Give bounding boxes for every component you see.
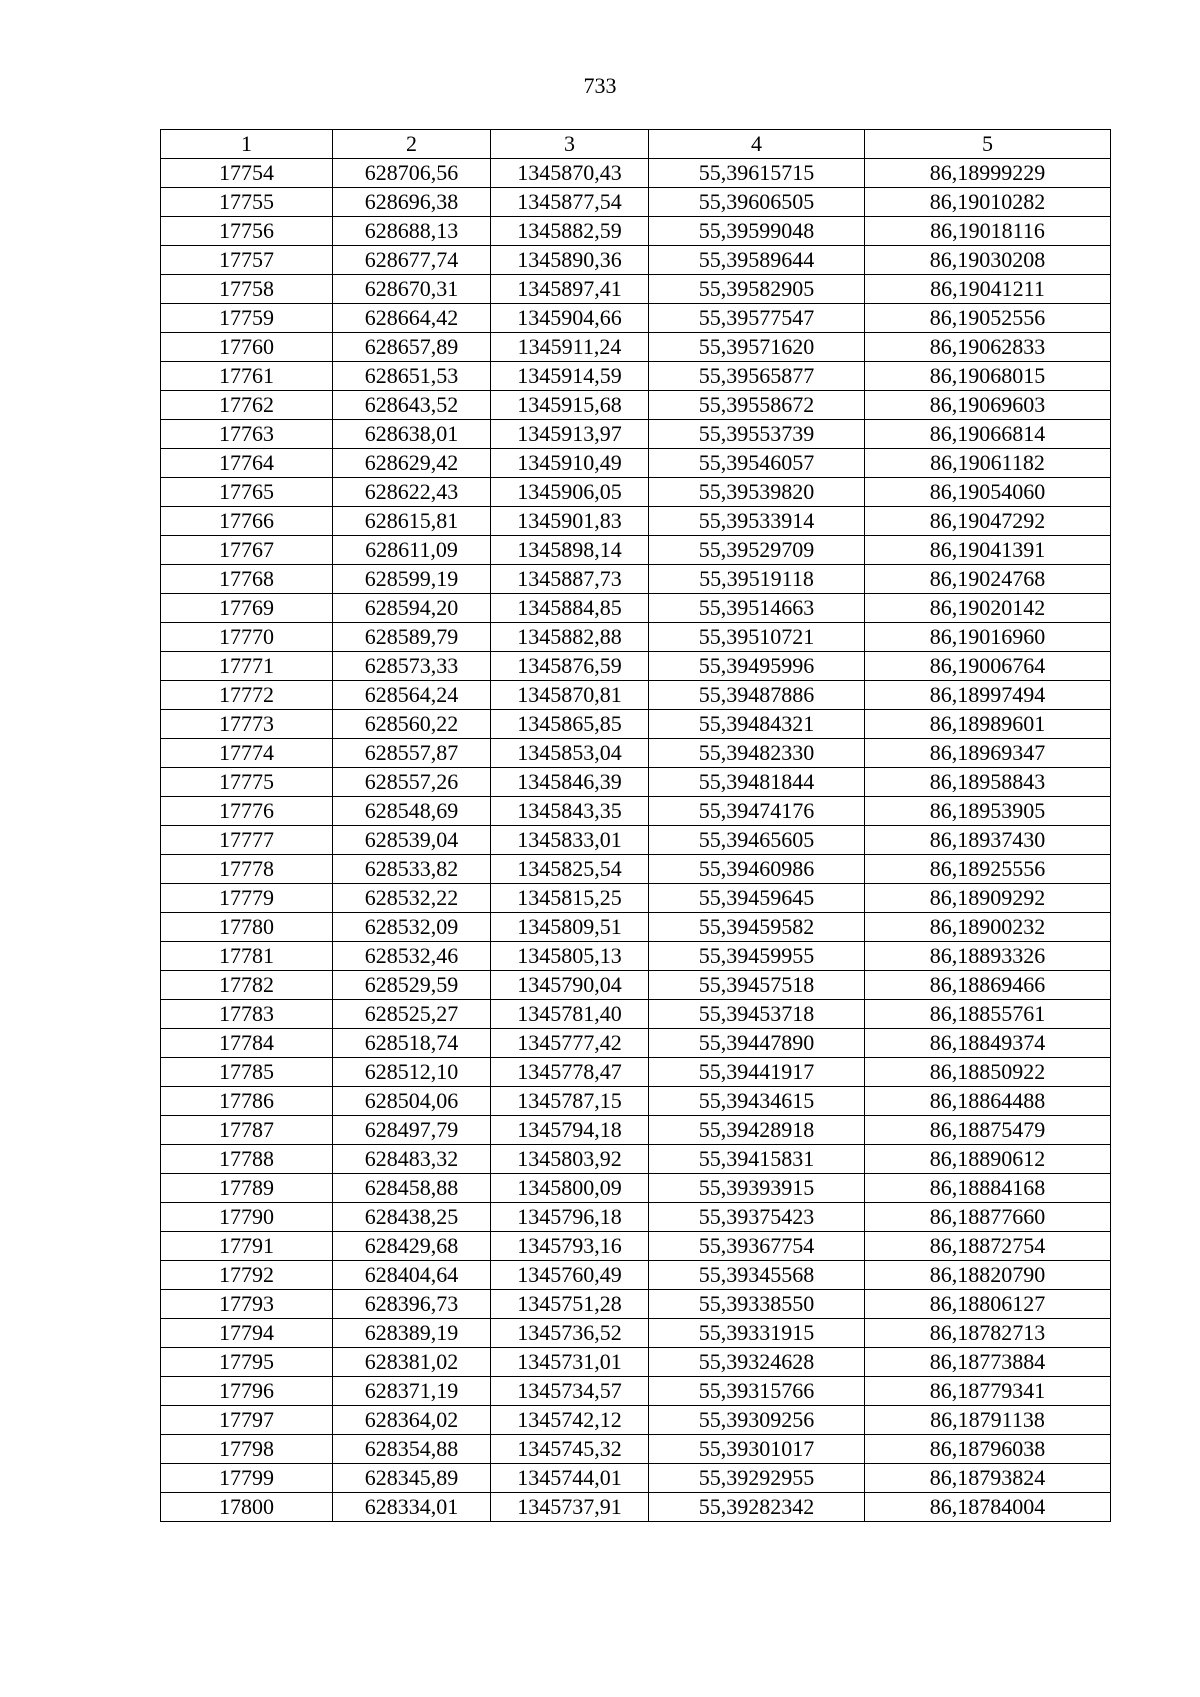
longitude-cell: 86,19041391 [865,536,1111,565]
x-coordinate-cell: 628643,52 [333,391,491,420]
table-row [161,1464,1111,1493]
longitude-cell: 86,19061182 [865,449,1111,478]
table-row [161,942,1111,971]
longitude-cell: 86,19069603 [865,391,1111,420]
table-row [161,1261,1111,1290]
y-coordinate-cell: 1345882,88 [491,623,649,652]
y-coordinate-cell: 1345877,54 [491,188,649,217]
longitude-cell: 86,18849374 [865,1029,1111,1058]
longitude-cell: 86,19052556 [865,304,1111,333]
longitude-cell: 86,18855761 [865,1000,1111,1029]
latitude-cell: 55,39474176 [649,797,865,826]
x-coordinate-cell: 628622,43 [333,478,491,507]
x-coordinate-cell: 628670,31 [333,275,491,304]
point-number-cell: 17791 [161,1232,333,1261]
latitude-cell: 55,39434615 [649,1087,865,1116]
longitude-cell: 86,18850922 [865,1058,1111,1087]
x-coordinate-cell: 628657,89 [333,333,491,362]
y-coordinate-cell: 1345800,09 [491,1174,649,1203]
y-coordinate-cell: 1345884,85 [491,594,649,623]
latitude-cell: 55,39533914 [649,507,865,536]
table-row [161,971,1111,1000]
point-number-cell: 17761 [161,362,333,391]
point-number-cell: 17759 [161,304,333,333]
x-coordinate-cell: 628706,56 [333,159,491,188]
point-number-cell: 17786 [161,1087,333,1116]
latitude-cell: 55,39459582 [649,913,865,942]
y-coordinate-cell: 1345781,40 [491,1000,649,1029]
y-coordinate-cell: 1345901,83 [491,507,649,536]
point-number-cell: 17779 [161,884,333,913]
longitude-cell: 86,19020142 [865,594,1111,623]
y-coordinate-cell: 1345887,73 [491,565,649,594]
point-number-cell: 17778 [161,855,333,884]
latitude-cell: 55,39481844 [649,768,865,797]
table-row [161,884,1111,913]
longitude-cell: 86,18796038 [865,1435,1111,1464]
point-number-cell: 17767 [161,536,333,565]
point-number-cell: 17787 [161,1116,333,1145]
longitude-cell: 86,19016960 [865,623,1111,652]
table-row [161,1116,1111,1145]
longitude-cell: 86,19006764 [865,652,1111,681]
y-coordinate-cell: 1345913,97 [491,420,649,449]
point-number-cell: 17771 [161,652,333,681]
longitude-cell: 86,19030208 [865,246,1111,275]
column-header: 4 [649,130,865,159]
longitude-cell: 86,18793824 [865,1464,1111,1493]
x-coordinate-cell: 628364,02 [333,1406,491,1435]
y-coordinate-cell: 1345865,85 [491,710,649,739]
latitude-cell: 55,39459955 [649,942,865,971]
table-row [161,159,1111,188]
y-coordinate-cell: 1345737,91 [491,1493,649,1522]
y-coordinate-cell: 1345744,01 [491,1464,649,1493]
latitude-cell: 55,39338550 [649,1290,865,1319]
latitude-cell: 55,39565877 [649,362,865,391]
table-row [161,1058,1111,1087]
y-coordinate-cell: 1345843,35 [491,797,649,826]
point-number-cell: 17799 [161,1464,333,1493]
latitude-cell: 55,39441917 [649,1058,865,1087]
longitude-cell: 86,18872754 [865,1232,1111,1261]
longitude-cell: 86,19041211 [865,275,1111,304]
x-coordinate-cell: 628573,33 [333,652,491,681]
longitude-cell: 86,18884168 [865,1174,1111,1203]
latitude-cell: 55,39415831 [649,1145,865,1174]
point-number-cell: 17800 [161,1493,333,1522]
latitude-cell: 55,39301017 [649,1435,865,1464]
x-coordinate-cell: 628396,73 [333,1290,491,1319]
point-number-cell: 17762 [161,391,333,420]
x-coordinate-cell: 628638,01 [333,420,491,449]
y-coordinate-cell: 1345793,16 [491,1232,649,1261]
point-number-cell: 17793 [161,1290,333,1319]
y-coordinate-cell: 1345911,24 [491,333,649,362]
table-row [161,768,1111,797]
latitude-cell: 55,39487886 [649,681,865,710]
latitude-cell: 55,39447890 [649,1029,865,1058]
x-coordinate-cell: 628548,69 [333,797,491,826]
x-coordinate-cell: 628438,25 [333,1203,491,1232]
longitude-cell: 86,18890612 [865,1145,1111,1174]
x-coordinate-cell: 628429,68 [333,1232,491,1261]
table-row [161,1232,1111,1261]
longitude-cell: 86,18806127 [865,1290,1111,1319]
y-coordinate-cell: 1345734,57 [491,1377,649,1406]
page-number: 733 [583,73,617,98]
table-row [161,362,1111,391]
table-row [161,1348,1111,1377]
table-row [161,681,1111,710]
point-number-cell: 17784 [161,1029,333,1058]
y-coordinate-cell: 1345906,05 [491,478,649,507]
latitude-cell: 55,39457518 [649,971,865,1000]
table-row [161,913,1111,942]
latitude-cell: 55,39546057 [649,449,865,478]
point-number-cell: 17758 [161,275,333,304]
y-coordinate-cell: 1345809,51 [491,913,649,942]
y-coordinate-cell: 1345904,66 [491,304,649,333]
y-coordinate-cell: 1345815,25 [491,884,649,913]
longitude-cell: 86,18997494 [865,681,1111,710]
y-coordinate-cell: 1345890,36 [491,246,649,275]
y-coordinate-cell: 1345805,13 [491,942,649,971]
table-row [161,304,1111,333]
longitude-cell: 86,18999229 [865,159,1111,188]
point-number-cell: 17777 [161,826,333,855]
header-row [161,130,1111,159]
latitude-cell: 55,39459645 [649,884,865,913]
x-coordinate-cell: 628518,74 [333,1029,491,1058]
x-coordinate-cell: 628651,53 [333,362,491,391]
latitude-cell: 55,39529709 [649,536,865,565]
table-row [161,333,1111,362]
latitude-cell: 55,39428918 [649,1116,865,1145]
longitude-cell: 86,19054060 [865,478,1111,507]
latitude-cell: 55,39453718 [649,1000,865,1029]
x-coordinate-cell: 628334,01 [333,1493,491,1522]
x-coordinate-cell: 628611,09 [333,536,491,565]
x-coordinate-cell: 628533,82 [333,855,491,884]
longitude-cell: 86,18925556 [865,855,1111,884]
point-number-cell: 17792 [161,1261,333,1290]
longitude-cell: 86,18877660 [865,1203,1111,1232]
x-coordinate-cell: 628512,10 [333,1058,491,1087]
x-coordinate-cell: 628504,06 [333,1087,491,1116]
table-row [161,391,1111,420]
y-coordinate-cell: 1345760,49 [491,1261,649,1290]
y-coordinate-cell: 1345751,28 [491,1290,649,1319]
point-number-cell: 17765 [161,478,333,507]
longitude-cell: 86,19047292 [865,507,1111,536]
y-coordinate-cell: 1345731,01 [491,1348,649,1377]
y-coordinate-cell: 1345803,92 [491,1145,649,1174]
latitude-cell: 55,39558672 [649,391,865,420]
point-number-cell: 17780 [161,913,333,942]
latitude-cell: 55,39292955 [649,1464,865,1493]
latitude-cell: 55,39539820 [649,478,865,507]
x-coordinate-cell: 628345,89 [333,1464,491,1493]
table-row [161,623,1111,652]
latitude-cell: 55,39345568 [649,1261,865,1290]
table-row [161,826,1111,855]
point-number-cell: 17766 [161,507,333,536]
y-coordinate-cell: 1345778,47 [491,1058,649,1087]
longitude-cell: 86,18791138 [865,1406,1111,1435]
y-coordinate-cell: 1345876,59 [491,652,649,681]
longitude-cell: 86,18909292 [865,884,1111,913]
x-coordinate-cell: 628525,27 [333,1000,491,1029]
point-number-cell: 17796 [161,1377,333,1406]
x-coordinate-cell: 628539,04 [333,826,491,855]
y-coordinate-cell: 1345794,18 [491,1116,649,1145]
x-coordinate-cell: 628532,22 [333,884,491,913]
longitude-cell: 86,18953905 [865,797,1111,826]
longitude-cell: 86,19066814 [865,420,1111,449]
x-coordinate-cell: 628381,02 [333,1348,491,1377]
table-row [161,1203,1111,1232]
latitude-cell: 55,39375423 [649,1203,865,1232]
longitude-cell: 86,18989601 [865,710,1111,739]
longitude-cell: 86,18969347 [865,739,1111,768]
point-number-cell: 17783 [161,1000,333,1029]
table-row [161,1493,1111,1522]
x-coordinate-cell: 628497,79 [333,1116,491,1145]
table-row [161,1174,1111,1203]
column-header: 1 [161,130,333,159]
y-coordinate-cell: 1345846,39 [491,768,649,797]
latitude-cell: 55,39393915 [649,1174,865,1203]
latitude-cell: 55,39582905 [649,275,865,304]
table-row [161,1319,1111,1348]
longitude-cell: 86,18869466 [865,971,1111,1000]
latitude-cell: 55,39482330 [649,739,865,768]
x-coordinate-cell: 628615,81 [333,507,491,536]
x-coordinate-cell: 628404,64 [333,1261,491,1290]
point-number-cell: 17788 [161,1145,333,1174]
latitude-cell: 55,39282342 [649,1493,865,1522]
longitude-cell: 86,19024768 [865,565,1111,594]
column-header: 2 [333,130,491,159]
latitude-cell: 55,39484321 [649,710,865,739]
x-coordinate-cell: 628557,26 [333,768,491,797]
longitude-cell: 86,18937430 [865,826,1111,855]
table-row [161,536,1111,565]
table-row [161,188,1111,217]
x-coordinate-cell: 628532,09 [333,913,491,942]
table-row [161,594,1111,623]
latitude-cell: 55,39589644 [649,246,865,275]
y-coordinate-cell: 1345914,59 [491,362,649,391]
point-number-cell: 17763 [161,420,333,449]
latitude-cell: 55,39599048 [649,217,865,246]
table-row [161,1406,1111,1435]
y-coordinate-cell: 1345790,04 [491,971,649,1000]
point-number-cell: 17774 [161,739,333,768]
y-coordinate-cell: 1345910,49 [491,449,649,478]
point-number-cell: 17756 [161,217,333,246]
x-coordinate-cell: 628371,19 [333,1377,491,1406]
latitude-cell: 55,39324628 [649,1348,865,1377]
x-coordinate-cell: 628629,42 [333,449,491,478]
point-number-cell: 17760 [161,333,333,362]
table-row [161,1377,1111,1406]
table-row [161,1000,1111,1029]
table-row [161,710,1111,739]
point-number-cell: 17798 [161,1435,333,1464]
x-coordinate-cell: 628696,38 [333,188,491,217]
point-number-cell: 17775 [161,768,333,797]
column-header: 5 [865,130,1111,159]
longitude-cell: 86,18773884 [865,1348,1111,1377]
point-number-cell: 17785 [161,1058,333,1087]
latitude-cell: 55,39519118 [649,565,865,594]
x-coordinate-cell: 628560,22 [333,710,491,739]
point-number-cell: 17781 [161,942,333,971]
y-coordinate-cell: 1345870,81 [491,681,649,710]
table-body [161,159,1111,1522]
y-coordinate-cell: 1345882,59 [491,217,649,246]
latitude-cell: 55,39553739 [649,420,865,449]
point-number-cell: 17772 [161,681,333,710]
table-row [161,1029,1111,1058]
y-coordinate-cell: 1345853,04 [491,739,649,768]
point-number-cell: 17755 [161,188,333,217]
longitude-cell: 86,18875479 [865,1116,1111,1145]
longitude-cell: 86,18893326 [865,942,1111,971]
x-coordinate-cell: 628557,87 [333,739,491,768]
y-coordinate-cell: 1345833,01 [491,826,649,855]
table-row [161,1435,1111,1464]
latitude-cell: 55,39615715 [649,159,865,188]
latitude-cell: 55,39510721 [649,623,865,652]
latitude-cell: 55,39495996 [649,652,865,681]
latitude-cell: 55,39309256 [649,1406,865,1435]
point-number-cell: 17754 [161,159,333,188]
longitude-cell: 86,19068015 [865,362,1111,391]
y-coordinate-cell: 1345897,41 [491,275,649,304]
point-number-cell: 17789 [161,1174,333,1203]
point-number-cell: 17757 [161,246,333,275]
x-coordinate-cell: 628458,88 [333,1174,491,1203]
point-number-cell: 17776 [161,797,333,826]
table-row [161,652,1111,681]
y-coordinate-cell: 1345742,12 [491,1406,649,1435]
table-row [161,1145,1111,1174]
table-row [161,217,1111,246]
longitude-cell: 86,18820790 [865,1261,1111,1290]
latitude-cell: 55,39460986 [649,855,865,884]
y-coordinate-cell: 1345898,14 [491,536,649,565]
latitude-cell: 55,39577547 [649,304,865,333]
y-coordinate-cell: 1345825,54 [491,855,649,884]
x-coordinate-cell: 628664,42 [333,304,491,333]
y-coordinate-cell: 1345915,68 [491,391,649,420]
longitude-cell: 86,19062833 [865,333,1111,362]
x-coordinate-cell: 628677,74 [333,246,491,275]
x-coordinate-cell: 628589,79 [333,623,491,652]
x-coordinate-cell: 628564,24 [333,681,491,710]
table-row [161,449,1111,478]
longitude-cell: 86,18779341 [865,1377,1111,1406]
coordinates-table [160,129,1111,1522]
x-coordinate-cell: 628532,46 [333,942,491,971]
table-row [161,739,1111,768]
y-coordinate-cell: 1345745,32 [491,1435,649,1464]
x-coordinate-cell: 628594,20 [333,594,491,623]
y-coordinate-cell: 1345787,15 [491,1087,649,1116]
point-number-cell: 17782 [161,971,333,1000]
table-row [161,507,1111,536]
latitude-cell: 55,39367754 [649,1232,865,1261]
table-row [161,275,1111,304]
point-number-cell: 17794 [161,1319,333,1348]
latitude-cell: 55,39571620 [649,333,865,362]
table-row [161,246,1111,275]
x-coordinate-cell: 628354,88 [333,1435,491,1464]
x-coordinate-cell: 628529,59 [333,971,491,1000]
x-coordinate-cell: 628389,19 [333,1319,491,1348]
latitude-cell: 55,39514663 [649,594,865,623]
table-row [161,1087,1111,1116]
latitude-cell: 55,39606505 [649,188,865,217]
longitude-cell: 86,18958843 [865,768,1111,797]
longitude-cell: 86,18782713 [865,1319,1111,1348]
column-header: 3 [491,130,649,159]
point-number-cell: 17768 [161,565,333,594]
point-number-cell: 17795 [161,1348,333,1377]
table-row [161,420,1111,449]
table-row [161,855,1111,884]
latitude-cell: 55,39315766 [649,1377,865,1406]
y-coordinate-cell: 1345736,52 [491,1319,649,1348]
table-row [161,565,1111,594]
point-number-cell: 17770 [161,623,333,652]
longitude-cell: 86,19010282 [865,188,1111,217]
x-coordinate-cell: 628688,13 [333,217,491,246]
x-coordinate-cell: 628483,32 [333,1145,491,1174]
latitude-cell: 55,39465605 [649,826,865,855]
table-row [161,478,1111,507]
longitude-cell: 86,19018116 [865,217,1111,246]
y-coordinate-cell: 1345870,43 [491,159,649,188]
latitude-cell: 55,39331915 [649,1319,865,1348]
point-number-cell: 17790 [161,1203,333,1232]
point-number-cell: 17769 [161,594,333,623]
table-row [161,797,1111,826]
point-number-cell: 17797 [161,1406,333,1435]
table-row [161,1290,1111,1319]
point-number-cell: 17773 [161,710,333,739]
y-coordinate-cell: 1345796,18 [491,1203,649,1232]
longitude-cell: 86,18864488 [865,1087,1111,1116]
y-coordinate-cell: 1345777,42 [491,1029,649,1058]
longitude-cell: 86,18784004 [865,1493,1111,1522]
x-coordinate-cell: 628599,19 [333,565,491,594]
longitude-cell: 86,18900232 [865,913,1111,942]
point-number-cell: 17764 [161,449,333,478]
